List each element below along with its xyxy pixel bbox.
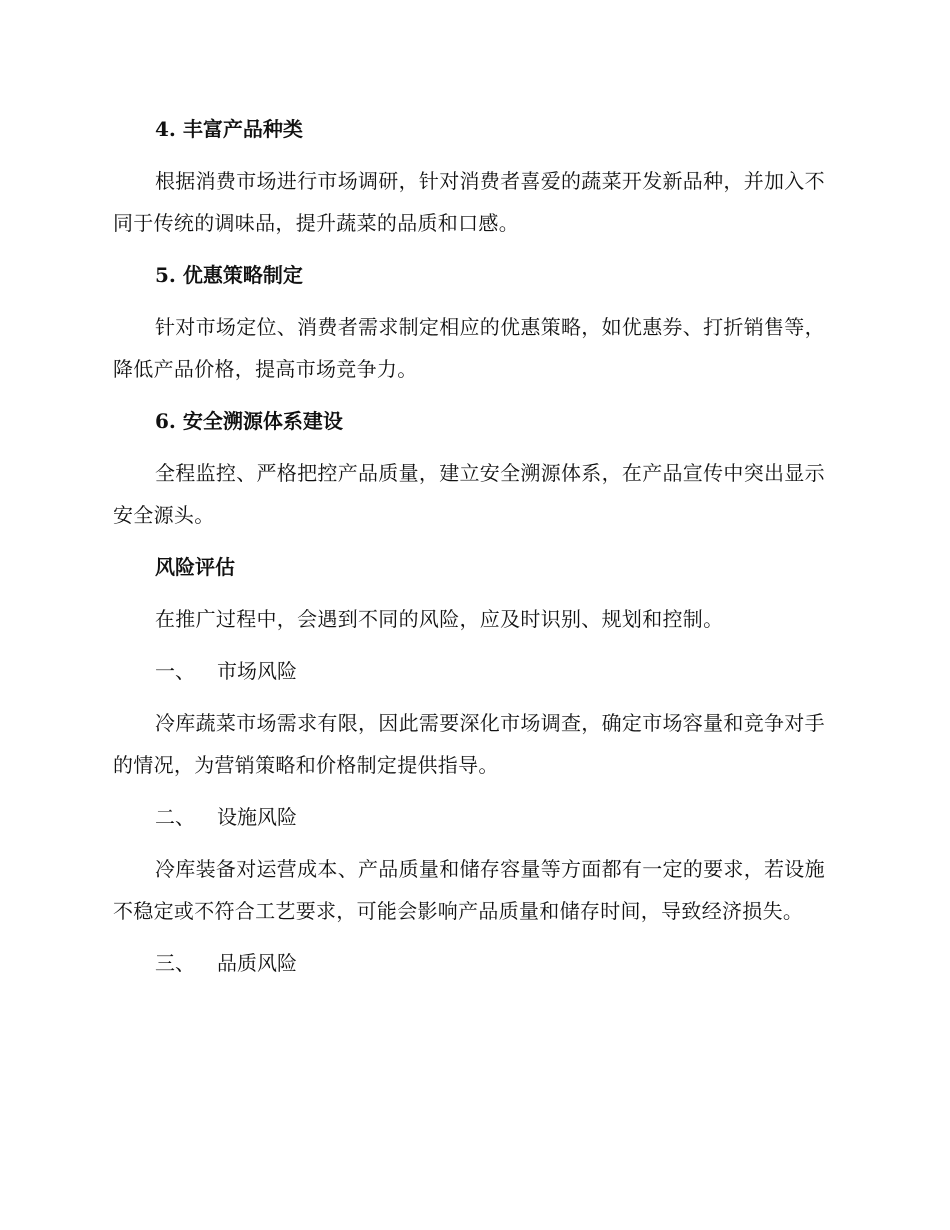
subheading-number: 一、 bbox=[155, 659, 195, 683]
subheading-quality-risk bbox=[113, 942, 829, 984]
paragraph-risk-intro: 在推广过程中，会遇到不同的风险，应及时识别、规划和控制。 bbox=[155, 607, 724, 631]
paragraph-discount-strategy: 针对市场定位、消费者需求制定相应的优惠策略，如优惠券、打折销售等，降低产品价格，提高市场竞争力。 bbox=[113, 315, 825, 381]
subheading-label: 市场风险 bbox=[217, 659, 297, 683]
subheading-facility-risk bbox=[113, 796, 829, 838]
paragraph-market-risk: 冷库蔬菜市场需求有限，因此需要深化市场调查，确定市场容量和竞争对手的情况，为营销策略和价格制定提供指导。 bbox=[113, 711, 825, 777]
subheading-number: 二、 bbox=[155, 805, 195, 829]
heading-risk-assessment: 风险评估 bbox=[155, 555, 235, 579]
subheading-number: 三、 bbox=[155, 951, 195, 975]
paragraph-traceability-system: 全程监控、严格把控产品质量，建立安全溯源体系，在产品宣传中突出显示安全源头。 bbox=[113, 461, 825, 527]
paragraph-rich-product-types: 根据消费市场进行市场调研，针对消费者喜爱的蔬菜开发新品种，并加入不同于传统的调味品，提升蔬菜的品质和口感。 bbox=[113, 169, 825, 235]
heading-discount-strategy: 5. 优惠策略制定 bbox=[155, 263, 303, 287]
subheading-label: 品质风险 bbox=[217, 951, 297, 975]
heading-rich-product-types: 4. 丰富产品种类 bbox=[155, 117, 303, 141]
heading-traceability-system: 6. 安全溯源体系建设 bbox=[155, 409, 343, 433]
subheading-label: 设施风险 bbox=[217, 805, 297, 829]
paragraph-facility-risk: 冷库装备对运营成本、产品质量和储存容量等方面都有一定的要求，若设施不稳定或不符合工艺要求，可能会影响产品质量和储存时间，导致经济损失。 bbox=[113, 857, 825, 923]
document-page bbox=[113, 108, 829, 994]
subheading-market-risk bbox=[113, 650, 829, 692]
